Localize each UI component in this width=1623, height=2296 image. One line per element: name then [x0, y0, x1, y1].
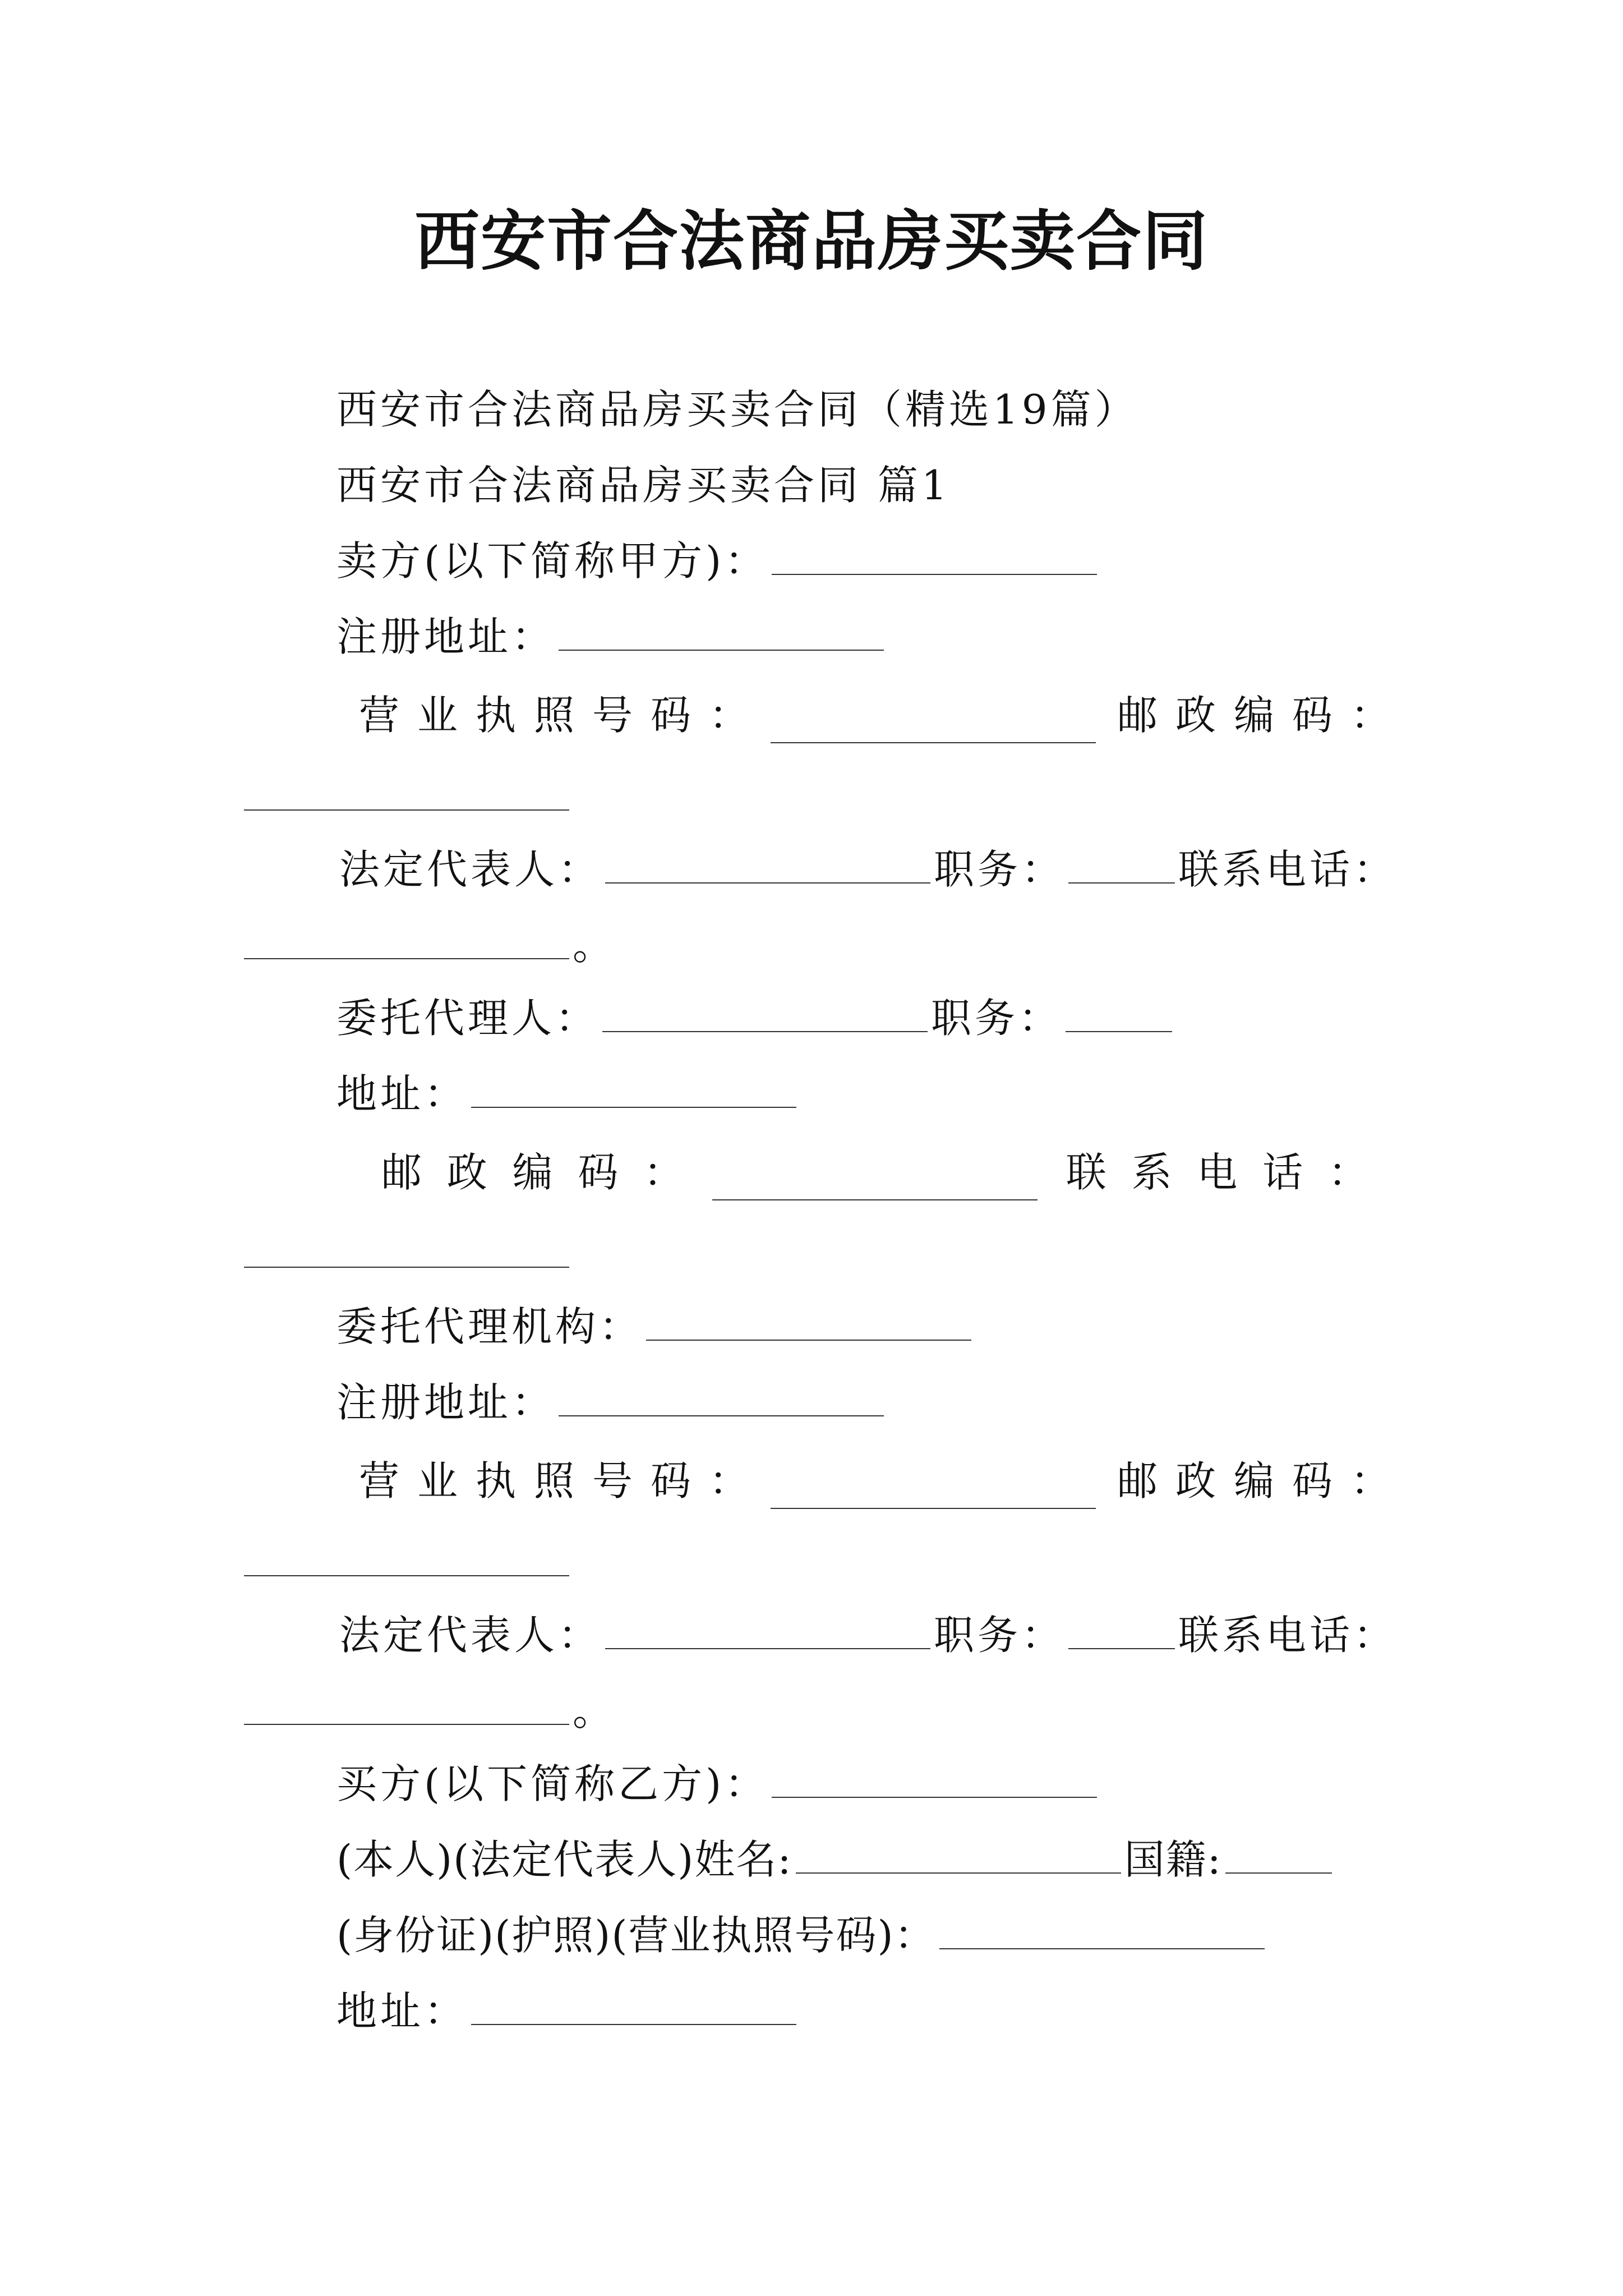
agency-phone-continuation	[244, 1683, 613, 1739]
buyer-name-label: (本人)(法定代表人)姓名:	[336, 1836, 792, 1883]
postal-phone-line	[381, 1144, 1368, 1200]
agency-postal-continuation	[244, 1534, 573, 1590]
phone2-char: 联	[1066, 1149, 1106, 1196]
license-blank[interactable]	[771, 708, 1096, 743]
agency-line	[336, 1299, 975, 1355]
legal-rep-line	[339, 841, 1397, 898]
reg-address-blank[interactable]	[559, 616, 884, 651]
license-char: 业	[417, 1457, 458, 1504]
postal2-char: 政	[446, 1149, 487, 1196]
address-label: 地址：	[336, 1987, 468, 2035]
agent-label: 委托代理人：	[336, 995, 600, 1042]
agency-license-postal-line	[359, 1453, 1391, 1509]
license-char: 执	[476, 1457, 517, 1504]
reg-address-label: 注册地址：	[336, 1379, 556, 1426]
license-char: ：	[709, 692, 750, 739]
license-char: ：	[709, 1457, 750, 1504]
license-postal-line	[359, 687, 1391, 743]
position-label: 职务：	[934, 846, 1066, 893]
agency-position-blank[interactable]	[1068, 1614, 1175, 1649]
agent-position-blank[interactable]	[1066, 997, 1172, 1032]
seller-blank[interactable]	[772, 540, 1097, 575]
license-char: 码	[651, 1457, 691, 1504]
postal-char: 邮	[1117, 692, 1158, 739]
agency-label: 委托代理机构：	[336, 1303, 643, 1350]
buyer-line	[336, 1756, 1100, 1812]
postal-char: ：	[1350, 1457, 1391, 1504]
buyer-address-blank[interactable]	[471, 1990, 796, 2025]
license-char: 号	[592, 1457, 633, 1504]
nationality-blank[interactable]	[1225, 1839, 1332, 1874]
address-label: 地址：	[336, 1070, 468, 1117]
reg-address-label: 注册地址：	[336, 613, 556, 660]
agency-postal-blank[interactable]	[244, 1542, 569, 1576]
document-title: 西安市合法商品房买卖合同	[414, 203, 1209, 279]
phone-continuation	[244, 917, 613, 973]
id-blank[interactable]	[939, 1915, 1265, 1949]
buyer-address-line	[336, 1983, 800, 2039]
phone-label: 联系电话：	[1178, 846, 1398, 893]
buyer-name-blank[interactable]	[796, 1839, 1121, 1874]
postal-continuation	[244, 769, 573, 825]
postal2-char: 邮	[381, 1149, 422, 1196]
agency-phone-blank[interactable]	[244, 1690, 569, 1725]
postal-char: 码	[1292, 692, 1332, 739]
reg-address-line	[336, 609, 887, 665]
seller-line	[336, 533, 1100, 589]
phone-blank[interactable]	[244, 924, 569, 959]
buyer-name-line	[336, 1832, 1335, 1888]
agency-reg-address-blank[interactable]	[559, 1382, 884, 1416]
phone2-char: 系	[1131, 1149, 1172, 1196]
position-blank[interactable]	[1068, 849, 1175, 884]
legal-rep-blank[interactable]	[605, 849, 930, 884]
position-label: 职务：	[931, 995, 1063, 1042]
agency-reg-address-line	[336, 1374, 887, 1430]
postal2-char: 编	[512, 1149, 553, 1196]
agent-line	[336, 990, 1175, 1046]
postal2-char: 码	[578, 1149, 619, 1196]
legal-rep-label: 法定代表人：	[339, 1612, 602, 1659]
period: 。	[573, 1687, 614, 1734]
id-line	[336, 1907, 1268, 1963]
postal2-blank[interactable]	[712, 1166, 1038, 1200]
license-char: 营	[359, 1457, 400, 1504]
phone2-char: 话	[1262, 1149, 1303, 1196]
phone-label: 联系电话：	[1178, 1612, 1398, 1659]
heading-part: 西安市合法商品房买卖合同 篇1	[336, 462, 951, 509]
nationality-label: 国籍:	[1124, 1836, 1222, 1883]
agency-license-blank[interactable]	[771, 1474, 1096, 1509]
phone2-char: 电	[1197, 1149, 1238, 1196]
license-char: 码	[651, 692, 691, 739]
address-line	[336, 1066, 800, 1122]
seller-label: 卖方(以下简称甲方)：	[336, 537, 769, 585]
phone2-blank[interactable]	[244, 1233, 569, 1268]
agency-legal-rep-line	[339, 1607, 1397, 1663]
license-char: 执	[476, 692, 517, 739]
agent-blank[interactable]	[602, 997, 928, 1032]
postal2-char: ：	[643, 1149, 684, 1196]
license-char: 业	[417, 692, 458, 739]
legal-rep-label: 法定代表人：	[339, 846, 602, 893]
address-blank[interactable]	[471, 1073, 796, 1108]
postal-char: 政	[1175, 692, 1216, 739]
heading-selection: 西安市合法商品房买卖合同（精选19篇）	[336, 386, 1138, 433]
period: 。	[573, 922, 614, 969]
postal-blank[interactable]	[244, 776, 569, 811]
postal-char: 编	[1233, 692, 1274, 739]
phone2-char: ：	[1327, 1149, 1368, 1196]
postal-char: 码	[1292, 1457, 1332, 1504]
license-char: 照	[534, 1457, 575, 1504]
position-label: 职务：	[934, 1612, 1066, 1659]
license-char: 营	[359, 692, 400, 739]
agency-legal-rep-blank[interactable]	[605, 1614, 930, 1649]
agency-blank[interactable]	[646, 1306, 971, 1341]
id-label: (身份证)(护照)(营业执照号码)：	[336, 1912, 936, 1959]
postal-char: 邮	[1117, 1457, 1158, 1504]
postal-char: 编	[1233, 1457, 1274, 1504]
buyer-label: 买方(以下简称乙方)：	[336, 1760, 769, 1807]
postal-char: 政	[1175, 1457, 1216, 1504]
postal-char: ：	[1350, 692, 1391, 739]
license-char: 号	[592, 692, 633, 739]
license-char: 照	[534, 692, 575, 739]
phone2-continuation	[244, 1226, 573, 1282]
buyer-blank[interactable]	[772, 1763, 1097, 1798]
